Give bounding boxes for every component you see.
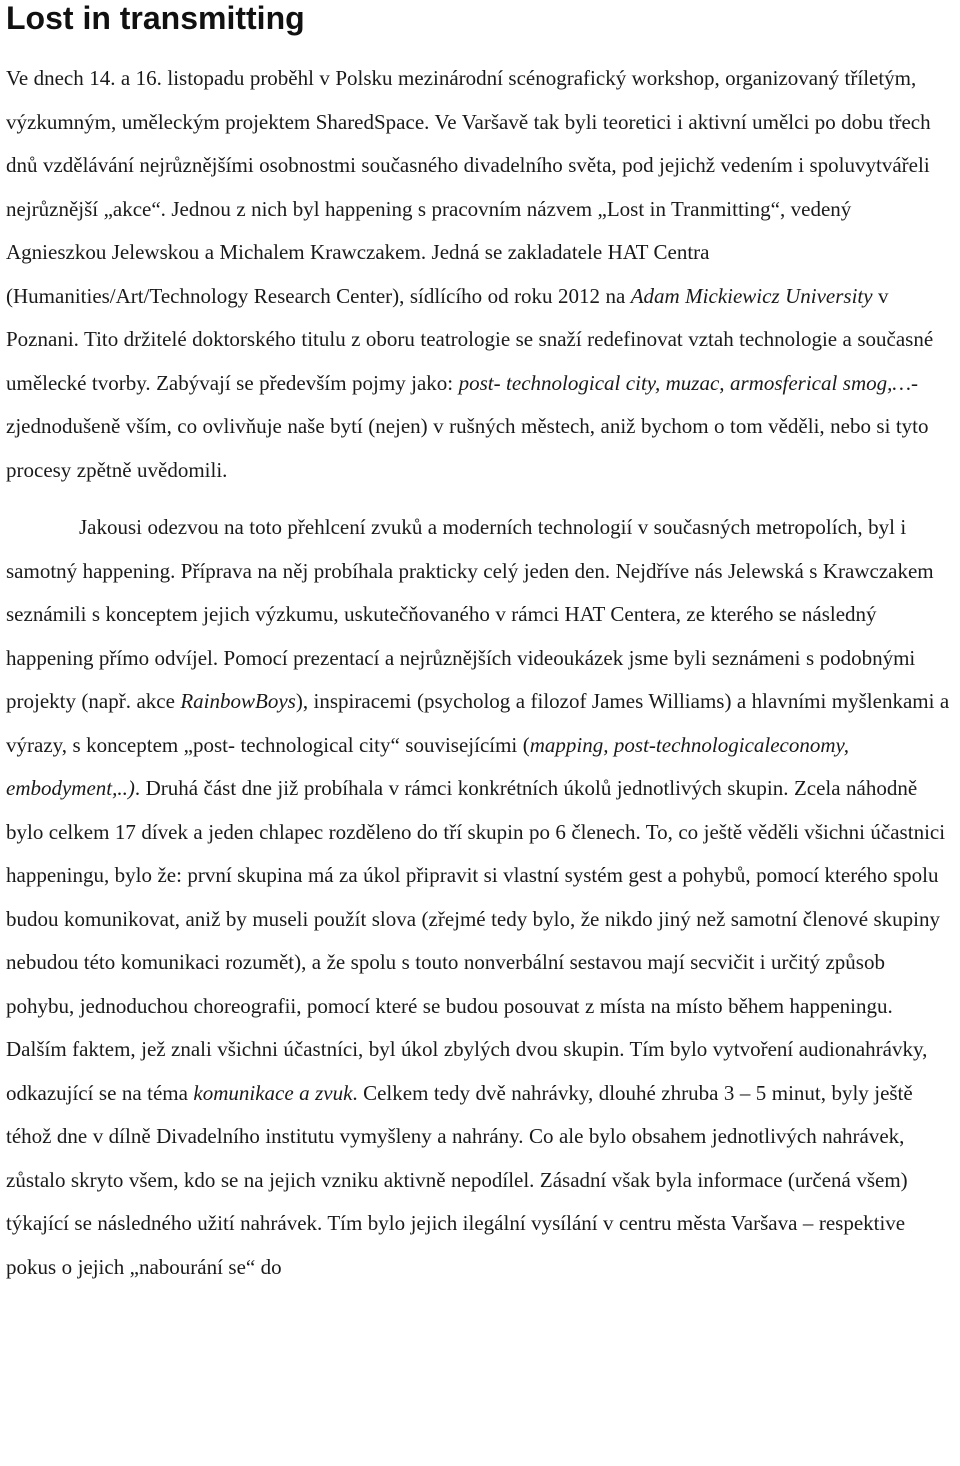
article-title: Lost in transmitting <box>6 0 305 36</box>
paragraph-happening-text-3: . Druhá část dne již probíhala v rámci konkrétních úkolů jednotlivých skupin. Zcela náhodně bylo celkem 17 dívek a jeden chlapec rozděleno do tří skupin po 6 členech. To, co ještě věděli všichni účastnici happeningu, bylo že: první skupina má za úkol připravit si vlastní systém gest a pohybů, pomocí kterého spolu budou komunikovat, aniž by museli použít slova (zřejmé tedy bylo, že nikdo jiný než samotní členové skupiny nebudou této komunikaci rozumět), a že spolu s touto nonverbální sestavou mají secvičit i určitý způsob pohybu, jednoduchou choreografii, pomocí které se budou posouvat z místa na místo během happeningu. Dalším faktem, jež znali všichni účastníci, byl úkol zbylých dvou skupin. Tím bylo vytvoření audionahrávky, odkazující se na téma <box>6 776 946 1105</box>
paragraph-happening-text-1: Jakousi odezvou na toto přehlcení zvuků a moderních technologií v současných metropolích, byl i samotný happening. Příprava na něj probíhala prakticky celý jeden den. Nejdříve nás Jelewská s Krawczakem seznámili s konceptem jejich výzkumu, uskutečňovaného v rámci HAT Centera, ze kterého se následný happening přímo odvíjel. Pomocí prezentací a nejrůznějších videoukázek jsme byli seznámeni s podobnými projekty (např. akce <box>6 515 934 713</box>
paragraph-intro <box>6 57 954 492</box>
paragraph-happening-text-2: ), inspiracemi (psycholog a filozof James Williams) a hlavními myšlenkami a výrazy, s konceptem „post- technological city“ souvisejícími ( <box>6 689 950 757</box>
paragraph-happening-italic-rainbowboys: RainbowBoys <box>180 689 296 713</box>
document-page <box>6 0 954 1289</box>
paragraph-intro-text-2: v Poznani. Tito držitelé doktorského titulu z oboru teatrologie se snaží redefinovat vztah technologie a současné umělecké tvorby. Zabývají se především pojmy jako: <box>6 283 934 395</box>
paragraph-happening-text-4: . Celkem tedy dvě nahrávky, dlouhé zhruba 3 – 5 minut, byly ještě téhož dne v dílně Divadelního institutu vymyšleny a nahrány. Co ale bylo obsahem jednotlivých nahrávek, zůstalo skryto všem, kdo se na jejich vzniku aktivně nepodílel. Zásadní však byla informace (určená všem) týkající se následného užití nahrávek. Tím bylo jejich ilegální vysílání v centru města Varšava – respektive pokus o jejich „nabourání se“ do <box>6 1080 913 1279</box>
paragraph-intro-italic-terms: post- technological city, muzac, armosferical smog,… <box>458 370 912 395</box>
paragraph-happening-italic-topic: komunikace a zvuk <box>193 1080 353 1105</box>
paragraph-intro-text-3: - zjednodušeně vším, co ovlivňuje naše bytí (nejen) v rušných městech, aniž bychom o tom věděli, nebo si tyto procesy zpětně uvědomili. <box>6 370 929 482</box>
paragraph-happening <box>6 506 954 1289</box>
paragraph-intro-text-1: Ve dnech 14. a 16. listopadu proběhl v Polsku mezinárodní scénografický workshop, organizovaný tříletým, výzkumným, uměleckým projektem SharedSpace. Ve Varšavě tak byli teoretici i aktivní umělci po dobu třech dnů vzdělávání nejrůznějšími osobnostmi současného divadelního světa, pod jejichž vedením i spoluvytvářeli nejrůznější „akce“. Jednou z nich byl happening s pracovním názvem „Lost in Tranmitting“, vedený Agnieszkou Jelewskou a Michalem Krawczakem. Jedná se zakladatele HAT Centra (Humanities/Art/Technology Research Center), sídlícího od roku 2012 na <box>6 66 931 308</box>
paragraph-intro-italic-university: Adam Mickiewicz University <box>630 283 873 308</box>
paragraph-happening-italic-concepts: mapping, post-technologicaleconomy, embodyment,..) <box>6 732 849 800</box>
